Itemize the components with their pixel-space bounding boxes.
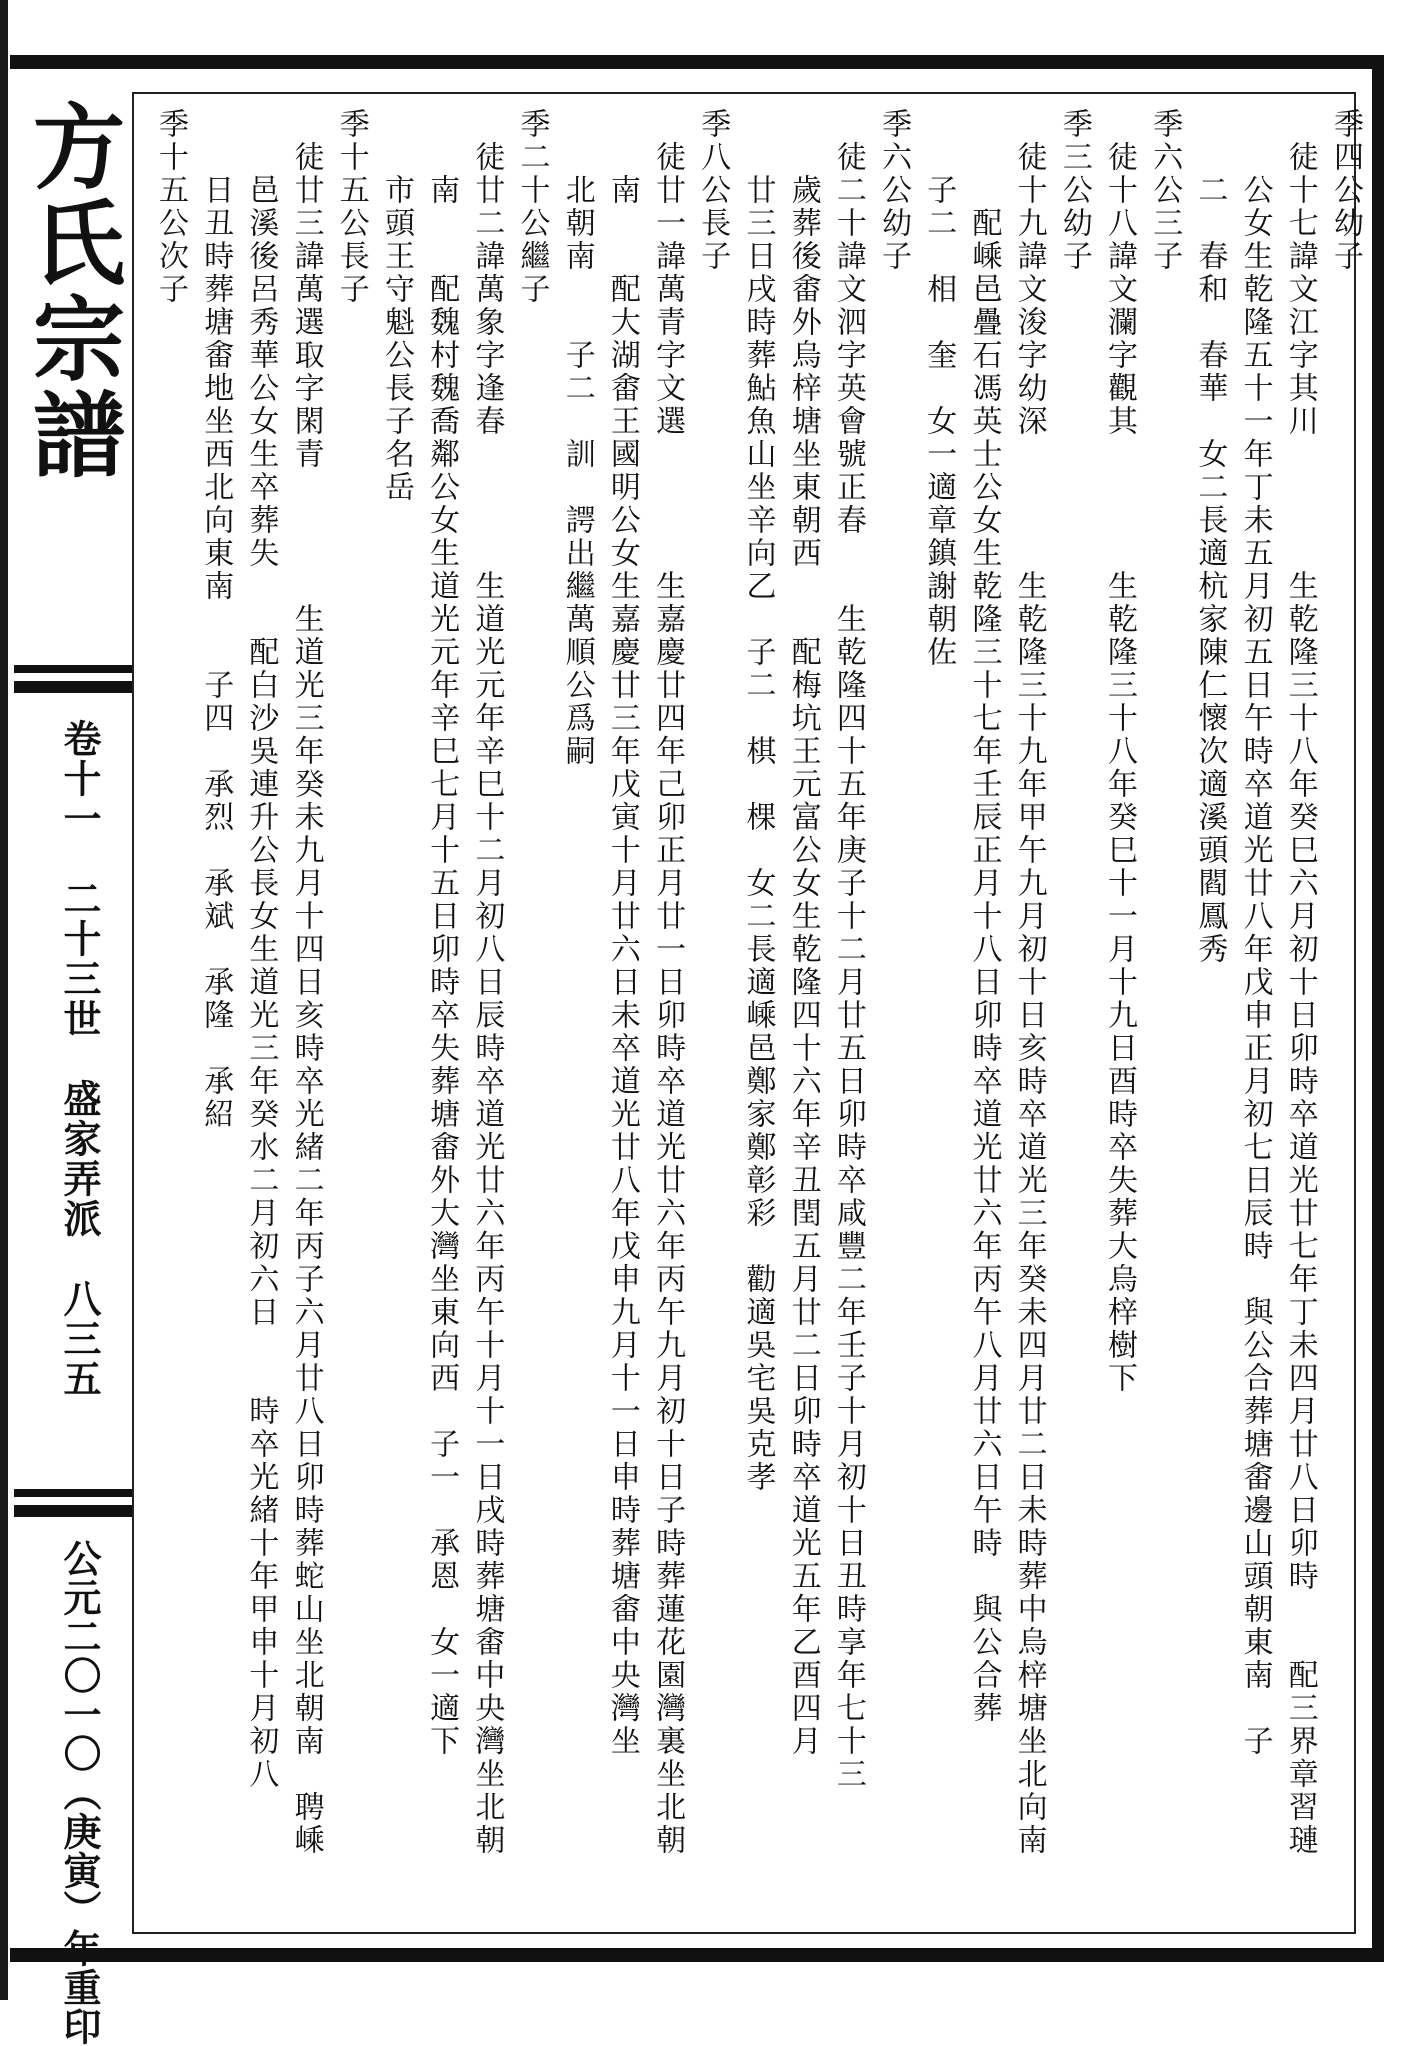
- title-band: [8, 69, 132, 2046]
- text-column: 南 配魏村魏喬鄰公女生道光元年辛巳七月十五日卯時卒失葬塘畬外大灣坐東向西 子一 承恩 女一適下: [424, 108, 460, 1758]
- book-title: 方氏宗譜: [18, 99, 126, 483]
- bottom-border: [10, 1948, 1380, 1962]
- reprint-note: 公元二〇一〇（庚寅）年重印: [57, 1539, 102, 2046]
- text-column: 季十五公長子: [333, 108, 369, 306]
- text-column: 季十五公次子: [153, 108, 188, 306]
- text-column: 日丑時葬塘畬地坐西北向東南 子四 承烈 承斌 承隆 承紹: [198, 108, 234, 1131]
- divider-bar: [14, 1505, 132, 1517]
- text-column: 南 配大湖畬王國明公女生嘉慶廿三年戊寅十月廿六日未卒道光廿八年戊申九月十一日申時葬塘畬中央灣坐: [604, 108, 640, 1758]
- text-column: 徒十七諱文江字其川 生乾隆三十八年癸巳六月初十日卯時卒道光廿七年丁未四月廿八日卯時 配三界章習璉: [1282, 108, 1318, 1857]
- text-column: 廿三日戌時葬鮎魚山坐辛向乙 子二 棋 棵 女二長適嵊邑鄭家鄭彰彩 勸適吳宅吳克孝: [740, 108, 776, 1494]
- text-column: 徒廿一諱萬青字文選 生嘉慶廿四年己卯正月廿一日卯時卒道光廿六年丙午九月初十日子時葬蓮花園灣裏坐北朝: [650, 108, 686, 1857]
- text-column: 季六公幼子: [876, 108, 912, 273]
- right-border: [1372, 55, 1384, 1962]
- divider-bar: [14, 681, 132, 693]
- text-column: 北朝南 子二 訓 諤出繼萬順公爲嗣: [559, 108, 595, 768]
- text-column: 徒廿二諱萬象字逢春 生道光元年辛巳十二月初八日辰時卒道光廿六年丙午十月十一日戌時葬塘畬中央灣坐北朝: [469, 108, 505, 1857]
- top-border: [10, 55, 1380, 69]
- text-column: 子二 相 奎 女一適章鎮謝朝佐: [921, 108, 957, 669]
- text-column: 季三公幼子: [1056, 108, 1092, 273]
- text-column: 季六公三子: [1147, 108, 1183, 273]
- text-column: 徒十八諱文瀾字觀其 生乾隆三十八年癸巳十一月十九日酉時卒失葬大烏梓樹下: [1102, 108, 1138, 1395]
- divider-bar: [14, 1489, 132, 1497]
- text-column: 邑溪後呂秀華公女生卒葬失 配白沙吳連升公長女生道光三年癸水二月初六日 時卒光緒十年甲申十月初八: [243, 108, 279, 1791]
- text-column: 二 春和 春華 女二長適杭家陳仁懷次適溪頭閻鳳秀: [1192, 108, 1228, 966]
- text-column: 配嵊邑疊石馮英士公女生乾隆三十七年壬辰正月十八日卯時卒道光廿六年丙午八月廿六日午時 與公合葬: [966, 108, 1002, 1725]
- divider-bar: [14, 665, 132, 673]
- text-column: 徒廿三諱萬選取字閑青 生道光三年癸未九月十四日亥時卒光緒二年丙子六月廿八日卯時葬蛇山坐北朝南 聘嵊: [288, 108, 324, 1857]
- text-column: 歲葬後畬外烏梓塘坐東朝西 配梅坑王元富公女生乾隆四十六年辛丑閏五月廿二日卯時卒道光五年乙酉四月: [785, 108, 821, 1758]
- text-column: 市頭王守魁公長子名岳: [378, 108, 414, 504]
- volume-info: 卷十一 二十三世 盛家弄派 八三五: [57, 719, 102, 1399]
- text-column: 徒十九諱文浚字幼深 生乾隆三十九年甲午九月初十日亥時卒道光三年癸未四月廿二日未時葬中烏梓塘坐北向南: [1011, 108, 1047, 1857]
- text-column: 季四公幼子: [1328, 108, 1363, 273]
- page-edge-shadow: [0, 0, 8, 2000]
- text-column: 季八公長子: [695, 108, 731, 273]
- text-column: 徒二十諱文泗字英會號正春 生乾隆四十五年庚子十二月廿五日卯時卒咸豐二年壬子十月初十日丑時享年七十三: [830, 108, 866, 1791]
- text-column: 季二十公繼子: [514, 108, 550, 306]
- text-column: 公女生乾隆五十一年丁未五月初五日午時卒道光廿八年戊申正月初七日辰時 與公合葬塘畬邊山頭朝東南 子: [1237, 108, 1273, 1758]
